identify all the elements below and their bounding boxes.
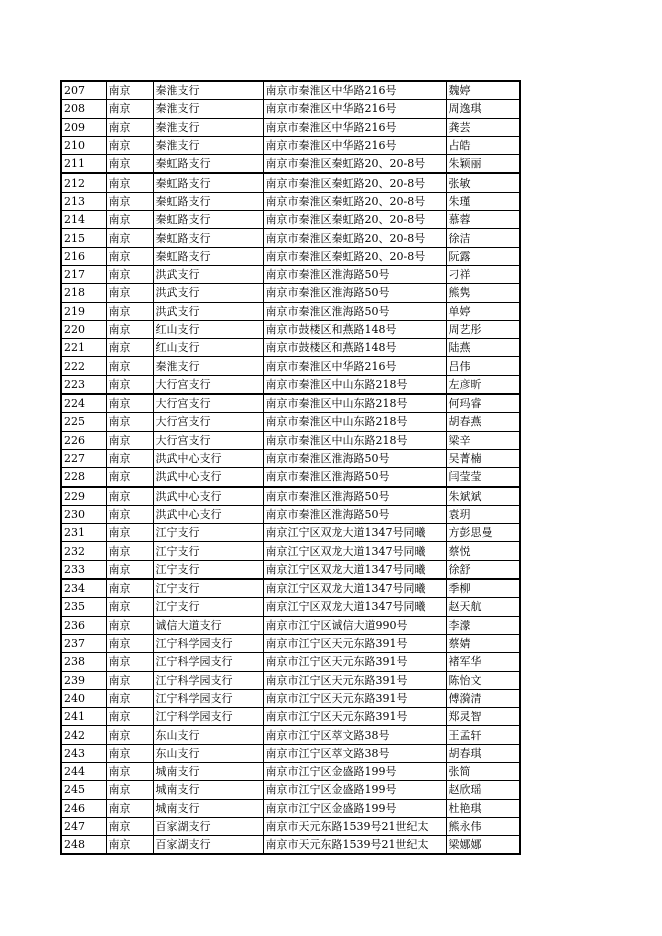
city-cell: 南京 (106, 136, 153, 154)
branch-cell: 秦淮支行 (153, 136, 263, 154)
address-cell: 南京市秦淮区秦虹路20、20-8号 (263, 229, 446, 247)
row-number-cell: 212 (61, 173, 106, 192)
city-cell: 南京 (106, 118, 153, 136)
city-cell: 南京 (106, 247, 153, 265)
table-row (61, 634, 520, 652)
city-cell: 南京 (106, 781, 153, 799)
row-number-cell: 234 (61, 579, 106, 598)
row-number-cell: 229 (61, 487, 106, 506)
table-row (61, 284, 520, 302)
branch-cell: 东山支行 (153, 744, 263, 762)
branch-cell: 秦淮支行 (153, 118, 263, 136)
city-cell: 南京 (106, 744, 153, 762)
name-cell: 袁玥 (446, 505, 520, 523)
row-number-cell: 230 (61, 505, 106, 523)
table-row (61, 100, 520, 118)
name-cell: 季柳 (446, 579, 520, 598)
branch-cell: 秦虹路支行 (153, 247, 263, 265)
table-row (61, 229, 520, 247)
table-row (61, 375, 520, 394)
table-row (61, 468, 520, 487)
row-number-cell: 207 (61, 81, 106, 100)
address-cell: 南京市秦淮区中华路216号 (263, 136, 446, 154)
table-row (61, 136, 520, 154)
city-cell: 南京 (106, 598, 153, 616)
branch-cell: 秦虹路支行 (153, 192, 263, 210)
address-cell: 南京市江宁区天元东路391号 (263, 689, 446, 707)
table-row (61, 320, 520, 338)
row-number-cell: 223 (61, 375, 106, 394)
table-row (61, 598, 520, 616)
table-row (61, 211, 520, 229)
address-cell: 南京市秦淮区中山东路218号 (263, 394, 446, 413)
city-cell: 南京 (106, 634, 153, 652)
row-number-cell: 208 (61, 100, 106, 118)
name-cell: 徐洁 (446, 229, 520, 247)
table-row (61, 394, 520, 413)
branch-cell: 江宁支行 (153, 560, 263, 579)
city-cell: 南京 (106, 357, 153, 375)
city-cell: 南京 (106, 413, 153, 431)
name-cell: 徐舒 (446, 560, 520, 579)
city-cell: 南京 (106, 431, 153, 449)
row-number-cell: 239 (61, 671, 106, 689)
address-cell: 南京市江宁区天元东路391号 (263, 634, 446, 652)
row-number-cell: 228 (61, 468, 106, 487)
name-cell: 占皓 (446, 136, 520, 154)
row-number-cell: 225 (61, 413, 106, 431)
table-row (61, 560, 520, 579)
address-cell: 南京市江宁区天元东路391号 (263, 708, 446, 726)
row-number-cell: 219 (61, 302, 106, 320)
name-cell: 朱瑾 (446, 192, 520, 210)
branch-cell: 诚信大道支行 (153, 616, 263, 634)
address-cell: 南京市江宁区萃文路38号 (263, 744, 446, 762)
branch-cell: 洪武中心支行 (153, 505, 263, 523)
table-row (61, 487, 520, 506)
address-cell: 南京江宁区双龙大道1347号同曦 (263, 542, 446, 560)
branch-cell: 百家湖支行 (153, 817, 263, 835)
table-row (61, 302, 520, 320)
table-row (61, 836, 520, 855)
table-row (61, 781, 520, 799)
table-row (61, 449, 520, 467)
branch-cell: 城南支行 (153, 762, 263, 780)
branch-cell: 红山支行 (153, 339, 263, 357)
city-cell: 南京 (106, 616, 153, 634)
address-cell: 南京市秦淮区中华路216号 (263, 81, 446, 100)
branch-cell: 城南支行 (153, 781, 263, 799)
branch-cell: 江宁支行 (153, 598, 263, 616)
row-number-cell: 217 (61, 265, 106, 283)
city-cell: 南京 (106, 320, 153, 338)
name-cell: 单婷 (446, 302, 520, 320)
row-number-cell: 238 (61, 653, 106, 671)
table-row (61, 173, 520, 192)
city-cell: 南京 (106, 284, 153, 302)
branch-cell: 秦虹路支行 (153, 173, 263, 192)
branch-cell: 秦淮支行 (153, 81, 263, 100)
address-cell: 南京市天元东路1539号21世纪太 (263, 817, 446, 835)
name-cell: 陈怡文 (446, 671, 520, 689)
address-cell: 南京江宁区双龙大道1347号同曦 (263, 598, 446, 616)
name-cell: 赵天航 (446, 598, 520, 616)
address-cell: 南京市秦淮区秦虹路20、20-8号 (263, 155, 446, 174)
table-row (61, 708, 520, 726)
address-cell: 南京江宁区双龙大道1347号同曦 (263, 560, 446, 579)
city-cell: 南京 (106, 265, 153, 283)
name-cell: 张敏 (446, 173, 520, 192)
name-cell: 郑灵智 (446, 708, 520, 726)
name-cell: 赵欣瑶 (446, 781, 520, 799)
row-number-cell: 246 (61, 799, 106, 817)
row-number-cell: 227 (61, 449, 106, 467)
city-cell: 南京 (106, 173, 153, 192)
city-cell: 南京 (106, 579, 153, 598)
row-number-cell: 231 (61, 524, 106, 542)
city-cell: 南京 (106, 836, 153, 855)
name-cell: 蔡悦 (446, 542, 520, 560)
branch-cell: 东山支行 (153, 726, 263, 744)
table-row (61, 339, 520, 357)
name-cell: 胡春琪 (446, 744, 520, 762)
branch-cell: 大行宫支行 (153, 413, 263, 431)
branch-cell: 大行宫支行 (153, 375, 263, 394)
name-cell: 方彭思曼 (446, 524, 520, 542)
address-cell: 南京江宁区双龙大道1347号同曦 (263, 524, 446, 542)
row-number-cell: 211 (61, 155, 106, 174)
city-cell: 南京 (106, 542, 153, 560)
table-row (61, 192, 520, 210)
address-cell: 南京市江宁区诚信大道990号 (263, 616, 446, 634)
name-cell: 左彦昕 (446, 375, 520, 394)
address-cell: 南京市江宁区金盛路199号 (263, 781, 446, 799)
city-cell: 南京 (106, 689, 153, 707)
name-cell: 杜艳琪 (446, 799, 520, 817)
address-cell: 南京市江宁区天元东路391号 (263, 653, 446, 671)
branch-cell: 江宁科学园支行 (153, 653, 263, 671)
row-number-cell: 221 (61, 339, 106, 357)
table-row (61, 265, 520, 283)
name-cell: 朱颖丽 (446, 155, 520, 174)
address-cell: 南京市秦淮区中山东路218号 (263, 413, 446, 431)
table-row (61, 357, 520, 375)
city-cell: 南京 (106, 302, 153, 320)
row-number-cell: 245 (61, 781, 106, 799)
name-cell: 梁娜娜 (446, 836, 520, 855)
city-cell: 南京 (106, 155, 153, 174)
address-cell: 南京江宁区双龙大道1347号同曦 (263, 579, 446, 598)
table-row (61, 118, 520, 136)
branch-cell: 江宁科学园支行 (153, 634, 263, 652)
table-row (61, 155, 520, 174)
address-cell: 南京市秦淮区中华路216号 (263, 357, 446, 375)
row-number-cell: 233 (61, 560, 106, 579)
name-cell: 李濛 (446, 616, 520, 634)
branch-cell: 洪武支行 (153, 284, 263, 302)
row-number-cell: 241 (61, 708, 106, 726)
address-cell: 南京市天元东路1539号21世纪太 (263, 836, 446, 855)
table-row (61, 413, 520, 431)
row-number-cell: 214 (61, 211, 106, 229)
table-row (61, 653, 520, 671)
branch-cell: 大行宫支行 (153, 431, 263, 449)
name-cell: 闫莹莹 (446, 468, 520, 487)
branch-cell: 秦虹路支行 (153, 229, 263, 247)
branch-cell: 秦淮支行 (153, 100, 263, 118)
name-cell: 褚军华 (446, 653, 520, 671)
name-cell: 慕蓉 (446, 211, 520, 229)
address-cell: 南京市秦淮区中山东路218号 (263, 375, 446, 394)
city-cell: 南京 (106, 468, 153, 487)
table-body (61, 81, 520, 854)
table-row (61, 671, 520, 689)
address-cell: 南京市秦淮区中华路216号 (263, 100, 446, 118)
row-number-cell: 237 (61, 634, 106, 652)
city-cell: 南京 (106, 560, 153, 579)
city-cell: 南京 (106, 487, 153, 506)
city-cell: 南京 (106, 799, 153, 817)
branch-cell: 江宁科学园支行 (153, 671, 263, 689)
branch-cell: 江宁科学园支行 (153, 708, 263, 726)
name-cell: 蔡婧 (446, 634, 520, 652)
address-cell: 南京市秦淮区秦虹路20、20-8号 (263, 247, 446, 265)
name-cell: 王孟轩 (446, 726, 520, 744)
row-number-cell: 215 (61, 229, 106, 247)
spreadsheet-page (60, 80, 521, 855)
name-cell: 陆燕 (446, 339, 520, 357)
branch-cell: 江宁支行 (153, 524, 263, 542)
city-cell: 南京 (106, 229, 153, 247)
branch-cell: 秦淮支行 (153, 357, 263, 375)
name-cell: 魏婷 (446, 81, 520, 100)
name-cell: 阮露 (446, 247, 520, 265)
branch-cell: 洪武中心支行 (153, 487, 263, 506)
row-number-cell: 235 (61, 598, 106, 616)
table-row (61, 247, 520, 265)
name-cell: 傅漪清 (446, 689, 520, 707)
name-cell: 周艺彤 (446, 320, 520, 338)
table-row (61, 542, 520, 560)
city-cell: 南京 (106, 671, 153, 689)
address-cell: 南京市秦淮区淮海路50号 (263, 284, 446, 302)
city-cell: 南京 (106, 100, 153, 118)
name-cell: 吕伟 (446, 357, 520, 375)
row-number-cell: 236 (61, 616, 106, 634)
name-cell: 熊永伟 (446, 817, 520, 835)
branch-cell: 红山支行 (153, 320, 263, 338)
address-cell: 南京市秦淮区淮海路50号 (263, 449, 446, 467)
city-cell: 南京 (106, 524, 153, 542)
row-number-cell: 242 (61, 726, 106, 744)
name-cell: 周逸琪 (446, 100, 520, 118)
branch-cell: 江宁支行 (153, 542, 263, 560)
city-cell: 南京 (106, 394, 153, 413)
address-cell: 南京市秦淮区淮海路50号 (263, 265, 446, 283)
city-cell: 南京 (106, 192, 153, 210)
name-cell: 何玛睿 (446, 394, 520, 413)
row-number-cell: 213 (61, 192, 106, 210)
branch-cell: 大行宫支行 (153, 394, 263, 413)
address-cell: 南京市秦淮区秦虹路20、20-8号 (263, 211, 446, 229)
name-cell: 张简 (446, 762, 520, 780)
address-cell: 南京市江宁区萃文路38号 (263, 726, 446, 744)
name-cell: 胡春燕 (446, 413, 520, 431)
row-number-cell: 243 (61, 744, 106, 762)
branch-cell: 洪武支行 (153, 302, 263, 320)
row-number-cell: 220 (61, 320, 106, 338)
name-cell: 梁辛 (446, 431, 520, 449)
table-row (61, 431, 520, 449)
table-row (61, 817, 520, 835)
row-number-cell: 216 (61, 247, 106, 265)
branch-cell: 江宁支行 (153, 579, 263, 598)
branch-cell: 秦虹路支行 (153, 211, 263, 229)
row-number-cell: 209 (61, 118, 106, 136)
city-cell: 南京 (106, 505, 153, 523)
address-cell: 南京市秦淮区淮海路50号 (263, 468, 446, 487)
table-row (61, 579, 520, 598)
address-cell: 南京市秦淮区秦虹路20、20-8号 (263, 192, 446, 210)
branch-staff-table (60, 80, 521, 855)
address-cell: 南京市秦淮区中华路216号 (263, 118, 446, 136)
branch-cell: 秦虹路支行 (153, 155, 263, 174)
table-row (61, 799, 520, 817)
row-number-cell: 222 (61, 357, 106, 375)
branch-cell: 洪武支行 (153, 265, 263, 283)
branch-cell: 洪武中心支行 (153, 449, 263, 467)
address-cell: 南京市江宁区金盛路199号 (263, 762, 446, 780)
name-cell: 刁祥 (446, 265, 520, 283)
row-number-cell: 218 (61, 284, 106, 302)
branch-cell: 洪武中心支行 (153, 468, 263, 487)
row-number-cell: 232 (61, 542, 106, 560)
address-cell: 南京市秦淮区淮海路50号 (263, 302, 446, 320)
address-cell: 南京市鼓楼区和燕路148号 (263, 339, 446, 357)
address-cell: 南京市江宁区天元东路391号 (263, 671, 446, 689)
name-cell: 朱斌斌 (446, 487, 520, 506)
row-number-cell: 248 (61, 836, 106, 855)
address-cell: 南京市江宁区金盛路199号 (263, 799, 446, 817)
city-cell: 南京 (106, 449, 153, 467)
name-cell: 龚芸 (446, 118, 520, 136)
address-cell: 南京市秦淮区淮海路50号 (263, 487, 446, 506)
row-number-cell: 240 (61, 689, 106, 707)
city-cell: 南京 (106, 339, 153, 357)
row-number-cell: 224 (61, 394, 106, 413)
table-row (61, 81, 520, 100)
table-row (61, 744, 520, 762)
row-number-cell: 226 (61, 431, 106, 449)
city-cell: 南京 (106, 211, 153, 229)
table-row (61, 524, 520, 542)
table-row (61, 616, 520, 634)
row-number-cell: 247 (61, 817, 106, 835)
address-cell: 南京市秦淮区淮海路50号 (263, 505, 446, 523)
city-cell: 南京 (106, 375, 153, 394)
city-cell: 南京 (106, 708, 153, 726)
city-cell: 南京 (106, 726, 153, 744)
city-cell: 南京 (106, 762, 153, 780)
city-cell: 南京 (106, 81, 153, 100)
row-number-cell: 210 (61, 136, 106, 154)
table-row (61, 726, 520, 744)
name-cell: 熊隽 (446, 284, 520, 302)
table-row (61, 762, 520, 780)
address-cell: 南京市鼓楼区和燕路148号 (263, 320, 446, 338)
name-cell: 吴菁楠 (446, 449, 520, 467)
row-number-cell: 244 (61, 762, 106, 780)
branch-cell: 百家湖支行 (153, 836, 263, 855)
branch-cell: 江宁科学园支行 (153, 689, 263, 707)
branch-cell: 城南支行 (153, 799, 263, 817)
address-cell: 南京市秦淮区秦虹路20、20-8号 (263, 173, 446, 192)
city-cell: 南京 (106, 817, 153, 835)
table-row (61, 689, 520, 707)
city-cell: 南京 (106, 653, 153, 671)
table-row (61, 505, 520, 523)
address-cell: 南京市秦淮区中山东路218号 (263, 431, 446, 449)
